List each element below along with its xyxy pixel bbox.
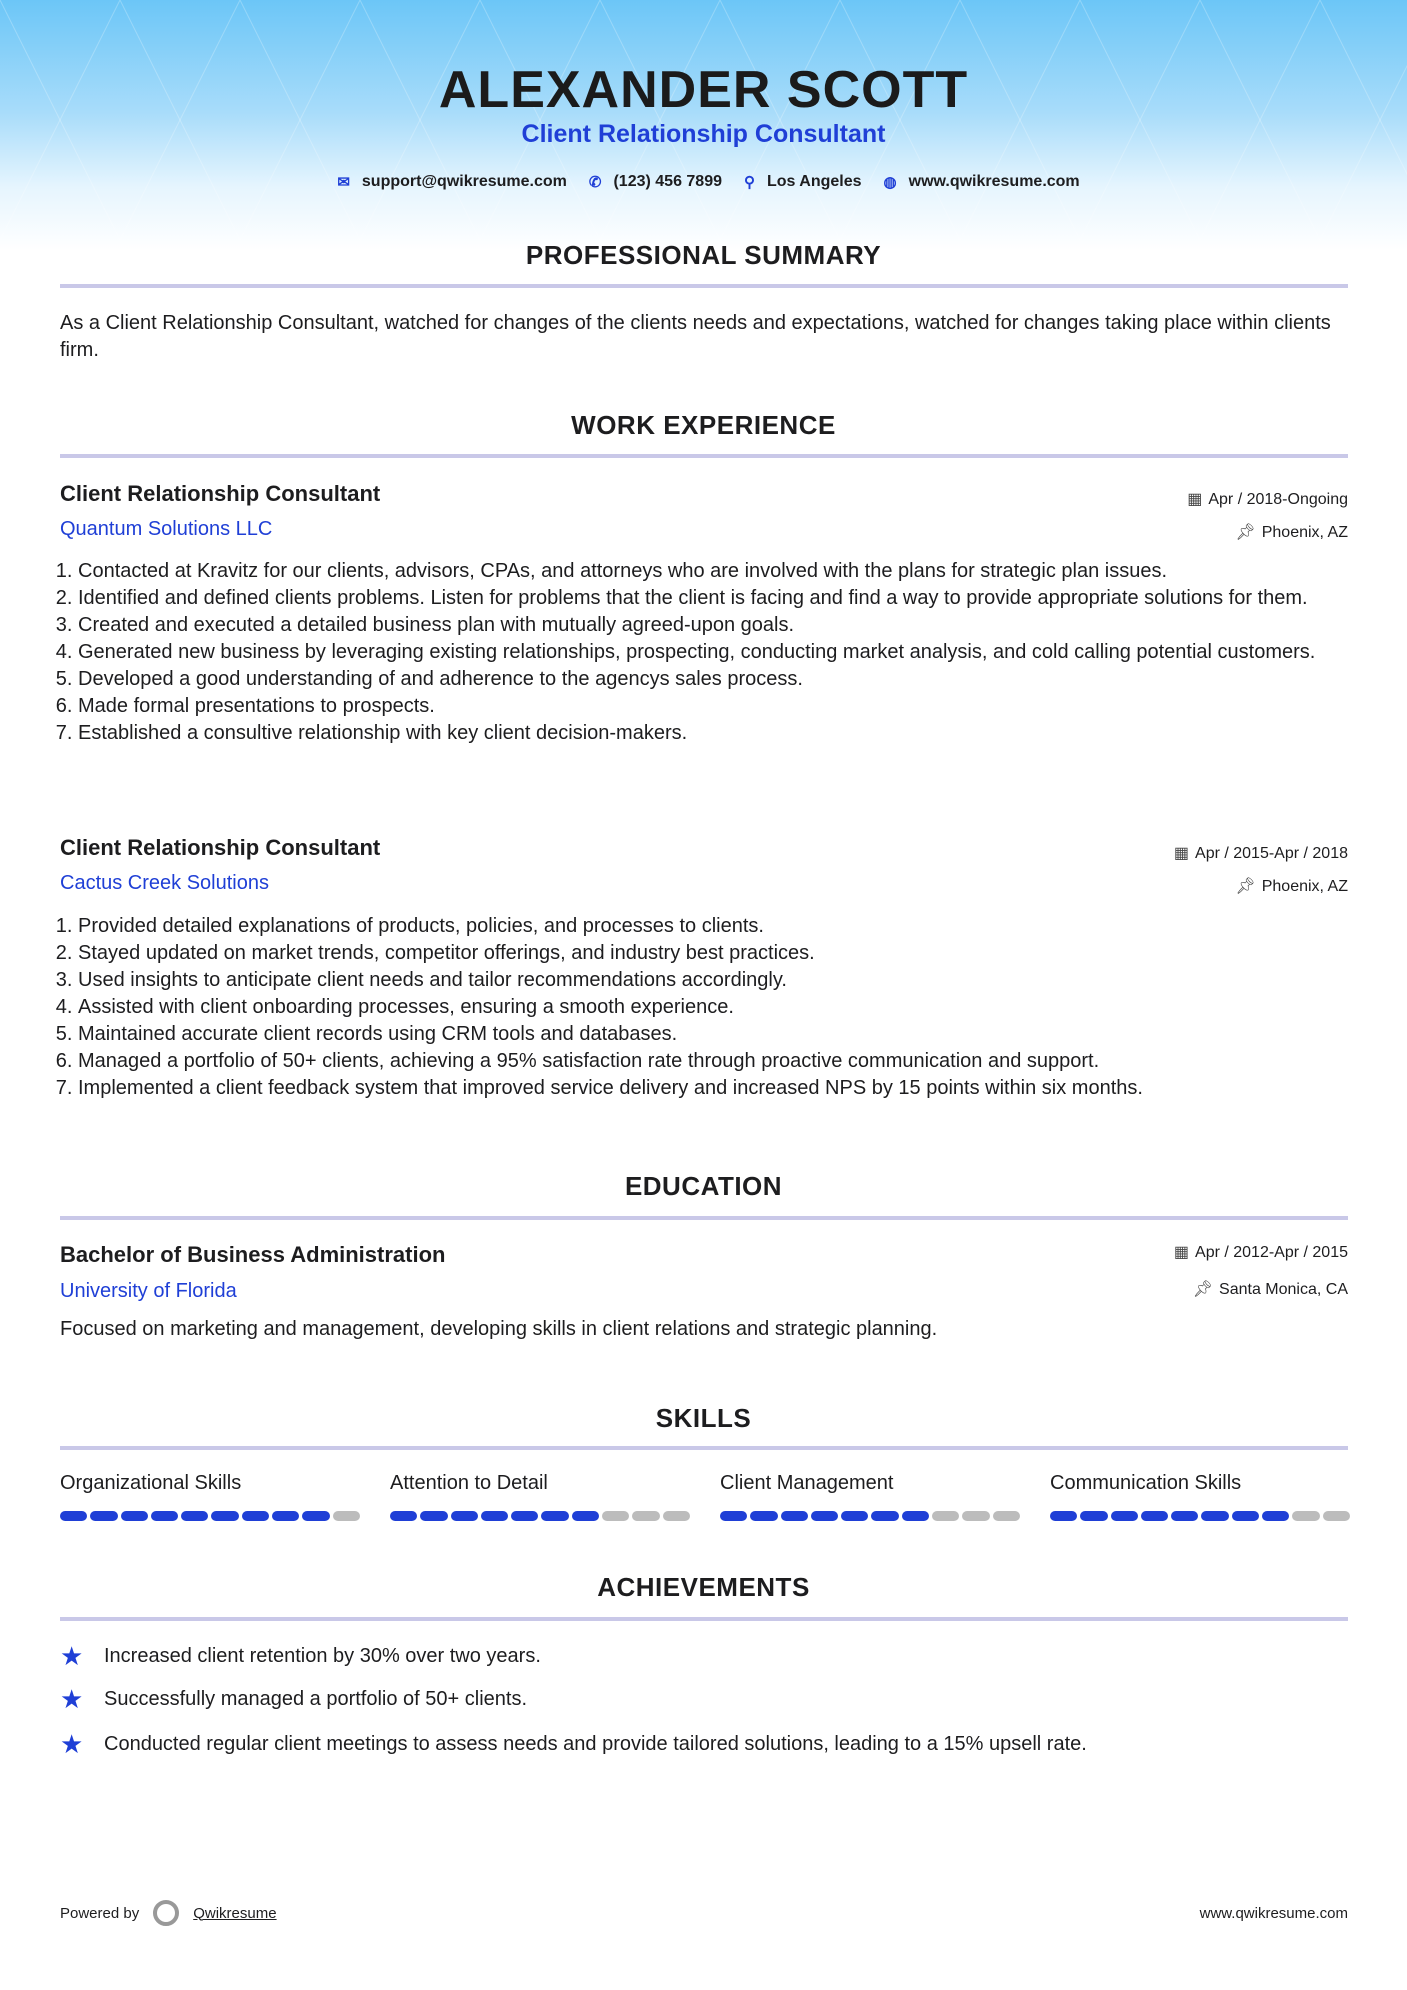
skill-level-segment: [390, 1511, 417, 1521]
skill-level-segment: [420, 1511, 447, 1521]
skill-name: Attention to Detail: [390, 1472, 548, 1494]
skill-level-segment: [151, 1511, 178, 1521]
skill-level-segment: [750, 1511, 777, 1521]
list-item: 2. Stayed updated on market trends, competitor offerings, and industry best practices.: [78, 940, 1350, 967]
skill-level-segment: [781, 1511, 808, 1521]
skill-level-meter: [390, 1511, 690, 1521]
skill-level-segment: [541, 1511, 568, 1521]
skill-level-meter: [60, 1511, 360, 1521]
job-duties: [60, 558, 1350, 747]
map-pin-icon: ⚲: [744, 174, 755, 191]
location-text: Santa Monica, CA: [1219, 1281, 1348, 1298]
skill-level-segment: [1323, 1511, 1350, 1521]
skill-level-segment: [663, 1511, 690, 1521]
company: Quantum Solutions LLC: [60, 518, 273, 540]
job-title: Client Relationship Consultant: [60, 835, 381, 860]
achievements-heading: ACHIEVEMENTS: [597, 1572, 810, 1602]
skill-name: Communication Skills: [1050, 1472, 1242, 1494]
qwikresume-logo-icon: [153, 1900, 179, 1926]
calendar-icon: ▦: [1173, 1244, 1190, 1261]
list-item: 7. Implemented a client feedback system that improved service delivery and increased NPS by 15 points within six months.: [78, 1075, 1350, 1102]
skill-level-segment: [333, 1511, 360, 1521]
skill-level-meter: [1050, 1511, 1350, 1521]
skill-level-segment: [302, 1511, 329, 1521]
list-item: 6. Made formal presentations to prospects.: [78, 693, 1350, 720]
list-item: 3. Created and executed a detailed business plan with mutually agreed-upon goals.: [78, 612, 1350, 639]
star-icon: ★: [60, 1641, 84, 1671]
list-item: 1. Provided detailed explanations of products, policies, and processes to clients.: [78, 913, 1350, 940]
achievement-item: [60, 1643, 541, 1669]
skill-level-segment: [242, 1511, 269, 1521]
globe-icon: ◍: [883, 174, 897, 191]
pin-icon: 📌︎: [1192, 1281, 1214, 1298]
skill-level-meter: [720, 1511, 1020, 1521]
skill-level-segment: [811, 1511, 838, 1521]
achievement-text: Increased client retention by 30% over two years.: [104, 1644, 541, 1667]
skill-level-segment: [1050, 1511, 1077, 1521]
list-item: 5. Developed a good understanding of and adherence to the agencys sales process.: [78, 666, 1350, 693]
skill-item: [60, 1472, 360, 1521]
skill-level-segment: [1292, 1511, 1319, 1521]
divider: [60, 1617, 1348, 1621]
skill-level-segment: [1171, 1511, 1198, 1521]
list-item: 1. Contacted at Kravitz for our clients, advisors, CPAs, and attorneys who are involved with the plans for strategic plan issues.: [78, 558, 1350, 585]
skills-heading: SKILLS: [655, 1403, 752, 1433]
skill-level-segment: [511, 1511, 538, 1521]
work-heading: WORK EXPERIENCE: [571, 410, 836, 440]
education-location: [1193, 1279, 1348, 1299]
company: Cactus Creek Solutions: [60, 872, 269, 894]
job-title: Client Relationship Consultant: [521, 120, 886, 148]
candidate-name: ALEXANDER SCOTT: [438, 61, 969, 119]
job-location: [1235, 522, 1348, 542]
star-icon: ★: [60, 1684, 84, 1714]
phone: (123) 456 7899: [613, 173, 722, 190]
list-item: 4. Generated new business by leveraging existing relationships, prospecting, conducting market analysis, and cold calling potential customers.: [78, 639, 1350, 666]
skill-item: [720, 1472, 1020, 1521]
phone-icon: ✆: [588, 174, 602, 191]
summary-heading: PROFESSIONAL SUMMARY: [525, 240, 882, 270]
envelope-icon: ✉: [337, 174, 350, 191]
brand-link[interactable]: Qwikresume: [193, 1904, 277, 1922]
achievement-item: [60, 1686, 527, 1712]
date-text: Apr / 2015-Apr / 2018: [1195, 845, 1348, 862]
skill-level-segment: [211, 1511, 238, 1521]
divider: [60, 284, 1348, 288]
education-description: Focused on marketing and management, developing skills in client relations and strategic planning.: [60, 1318, 938, 1340]
email[interactable]: support@qwikresume.com: [361, 173, 567, 190]
contact-bar: [0, 173, 1407, 191]
education-heading: EDUCATION: [624, 1171, 783, 1201]
skill-level-segment: [841, 1511, 868, 1521]
job-date: [1174, 843, 1348, 863]
divider: [60, 454, 1348, 458]
location-text: Phoenix, AZ: [1261, 524, 1348, 541]
skill-level-segment: [181, 1511, 208, 1521]
footer-website[interactable]: www.qwikresume.com: [1199, 1905, 1348, 1922]
school: University of Florida: [60, 1280, 237, 1302]
summary-text: As a Client Relationship Consultant, watched for changes of the clients needs and expectations, watched for changes taking place within clients firm.: [60, 312, 1331, 361]
date-text: Apr / 2018-Ongoing: [1208, 491, 1348, 508]
skill-level-segment: [632, 1511, 659, 1521]
skill-level-segment: [1201, 1511, 1228, 1521]
job-date: [1187, 489, 1348, 509]
skill-item: [1050, 1472, 1350, 1521]
list-item: 4. Assisted with client onboarding processes, ensuring a smooth experience.: [78, 994, 1350, 1021]
star-icon: ★: [60, 1729, 84, 1759]
skill-level-segment: [1262, 1511, 1289, 1521]
divider: [60, 1216, 1348, 1220]
powered-by-label: Powered by: [60, 1904, 140, 1922]
skill-level-segment: [602, 1511, 629, 1521]
skill-level-segment: [1111, 1511, 1138, 1521]
website[interactable]: www.qwikresume.com: [908, 173, 1080, 190]
skill-level-segment: [481, 1511, 508, 1521]
skill-level-segment: [902, 1511, 929, 1521]
skill-item: [390, 1472, 690, 1521]
skill-level-segment: [962, 1511, 989, 1521]
pin-icon: 📌︎: [1235, 524, 1256, 541]
location-text: Phoenix, AZ: [1261, 878, 1348, 895]
list-item: 5. Maintained accurate client records using CRM tools and databases.: [78, 1021, 1350, 1048]
calendar-icon: ▦: [1173, 845, 1190, 862]
education-date: [1174, 1242, 1348, 1262]
calendar-icon: ▦: [1187, 491, 1203, 508]
achievement-text: Conducted regular client meetings to assess needs and provide tailored solutions, leading to a 15% upsell rate.: [104, 1732, 1087, 1755]
degree: Bachelor of Business Administration: [60, 1242, 446, 1267]
skill-level-segment: [871, 1511, 898, 1521]
skill-level-segment: [60, 1511, 87, 1521]
skill-level-segment: [451, 1511, 478, 1521]
skill-level-segment: [272, 1511, 299, 1521]
list-item: 3. Used insights to anticipate client needs and tailor recommendations accordingly.: [78, 967, 1350, 994]
skill-level-segment: [720, 1511, 747, 1521]
pin-icon: 📌︎: [1235, 878, 1256, 895]
location: Los Angeles: [767, 173, 862, 190]
footer-powered: [60, 1900, 277, 1926]
achievement-text: Successfully managed a portfolio of 50+ clients.: [104, 1687, 528, 1710]
list-item: 7. Established a consultive relationship with key client decision-makers.: [78, 720, 1350, 747]
list-item: 6. Managed a portfolio of 50+ clients, achieving a 95% satisfaction rate through proactive communication and support.: [78, 1048, 1350, 1075]
skill-level-segment: [993, 1511, 1020, 1521]
skill-name: Client Management: [720, 1472, 894, 1494]
skill-level-segment: [1232, 1511, 1259, 1521]
job-location: [1235, 876, 1348, 896]
skill-name: Organizational Skills: [60, 1472, 242, 1494]
date-text: Apr / 2012-Apr / 2015: [1195, 1244, 1348, 1261]
skill-level-segment: [121, 1511, 148, 1521]
skill-level-segment: [1080, 1511, 1107, 1521]
job-duties: [60, 913, 1350, 1102]
achievement-item: [60, 1731, 1087, 1757]
skill-level-segment: [572, 1511, 599, 1521]
list-item: 2. Identified and defined clients problems. Listen for problems that the client is facing and find a way to provide appropriate solutions for them.: [78, 585, 1350, 612]
skill-level-segment: [90, 1511, 117, 1521]
divider: [60, 1446, 1348, 1450]
skill-level-segment: [932, 1511, 959, 1521]
job-title: Client Relationship Consultant: [60, 481, 381, 506]
skill-level-segment: [1141, 1511, 1168, 1521]
